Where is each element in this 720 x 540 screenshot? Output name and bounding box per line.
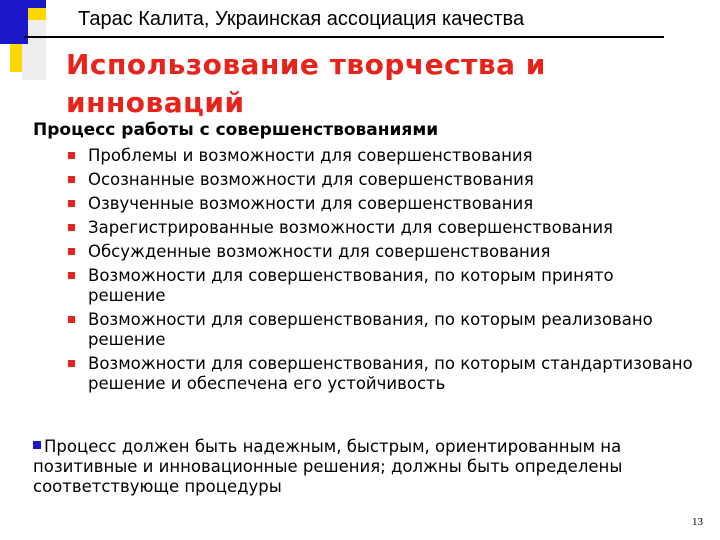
bullet-square-icon [68, 224, 75, 231]
bullet-square-icon [68, 272, 75, 279]
bullet-square-icon [68, 316, 75, 323]
list-item [66, 354, 696, 394]
bullet-square-icon [68, 152, 75, 159]
list-item-text: Обсужденные возможности для совершенствования [88, 242, 551, 261]
list-item [66, 266, 696, 306]
header-rule [24, 36, 664, 38]
list-item-text: Возможности для совершенствования, по которым стандартизовано решение и обеспечена его устойчивость [88, 354, 693, 393]
list-item [66, 242, 696, 262]
list-item-text: Возможности для совершенствования, по которым принято решение [88, 266, 614, 305]
bullet-square-icon [68, 176, 75, 183]
slide-title: Использование творчества и инноваций [66, 48, 546, 119]
page-number: 13 [692, 516, 703, 528]
summary-paragraph [33, 437, 673, 497]
bullet-square-icon [68, 360, 75, 367]
list-item-text: Осознанные возможности для совершенствования [88, 170, 534, 189]
list-item [66, 194, 696, 214]
bullet-list [66, 146, 696, 398]
list-item [66, 310, 696, 350]
bullet-square-icon [68, 200, 75, 207]
summary-text: Процесс должен быть надежным, быстрым, ориентированным на позитивные и инновационные решения; должны быть определены соответствующе процедуры [33, 437, 623, 496]
list-item-text: Озвученные возможности для совершенствования [88, 194, 534, 213]
list-item-text: Проблемы и возможности для совершенствования [88, 146, 533, 165]
list-item [66, 146, 696, 166]
list-item [66, 170, 696, 190]
bullet-square-icon [68, 248, 75, 255]
list-item-text: Возможности для совершенствования, по которым реализовано решение [88, 310, 653, 349]
bullet-square-blue-icon [33, 441, 41, 449]
section-heading: Процесс работы с совершенствованиями [33, 120, 439, 140]
list-item [66, 218, 696, 238]
list-item-text: Зарегистрированные возможности для совершенствования [88, 218, 613, 237]
decor-blue-strip [28, 0, 46, 8]
slide-header: Тарас Калита, Украинская ассоциация качества [78, 8, 525, 30]
